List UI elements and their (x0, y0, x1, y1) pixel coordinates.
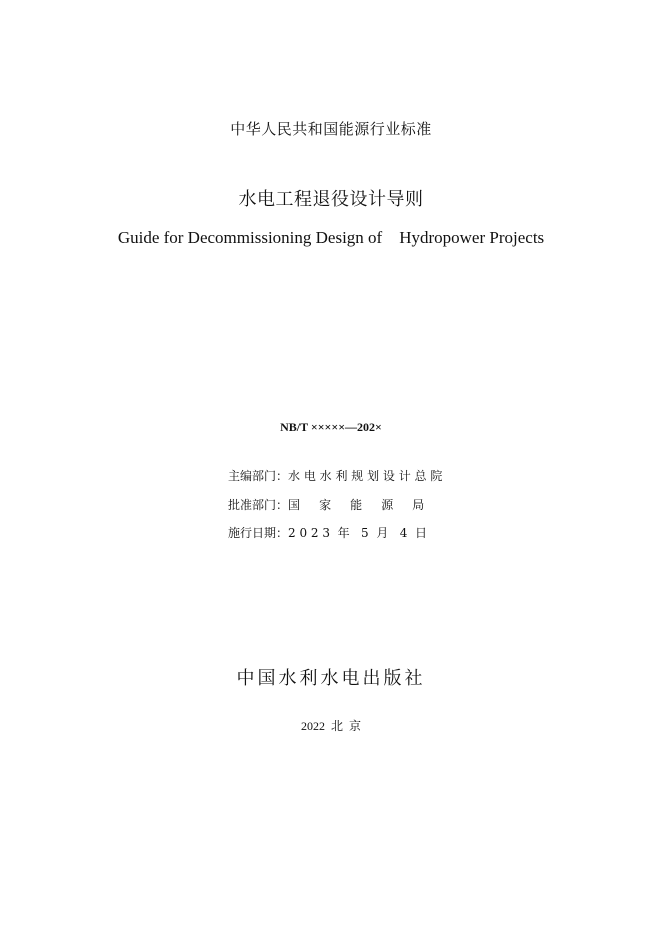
title-english: Guide for Decommissioning Design of Hydropower Projects (117, 228, 545, 247)
approver-department: 批准部门：国 家 能 源 局 (228, 498, 425, 512)
editor-department: 主编部门：水 电 水 利 规 划 设 计 总 院 (228, 469, 443, 483)
publisher: 中国水利水电出版社 (236, 668, 426, 689)
title-chinese: 水电工程退役设计导则 (238, 189, 424, 210)
standard-number: NB/T ×××××—202× (280, 420, 382, 434)
standard-category: 中华人民共和国能源行业标准 (230, 120, 432, 138)
publication-place-year: 2022 北 京 (300, 719, 361, 733)
effective-date: 施行日期：2 0 2 3 年 5 月 4 日 (228, 526, 428, 540)
